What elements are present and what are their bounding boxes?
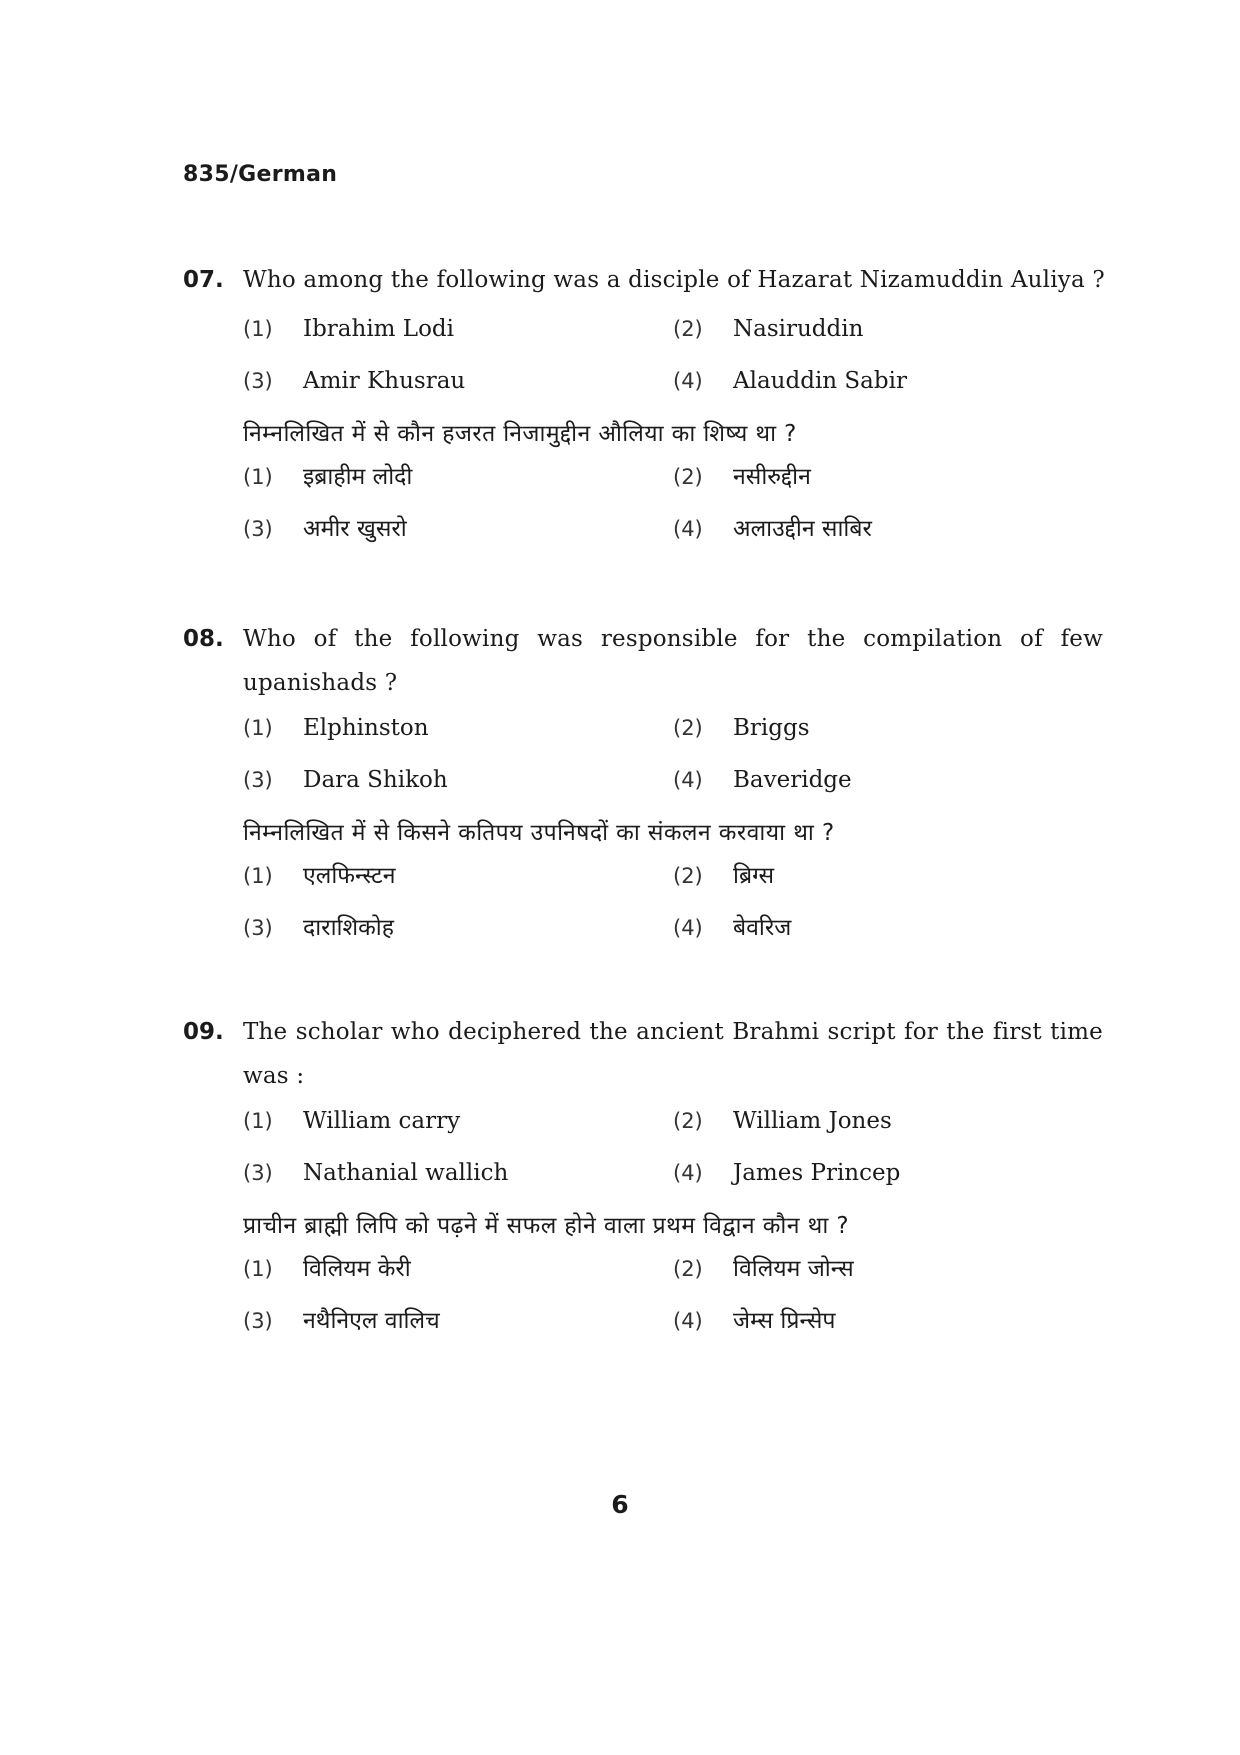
option-number: (4)	[673, 1161, 703, 1185]
option-text: ब्रिग्स	[733, 863, 775, 889]
question-08	[183, 617, 1103, 951]
option-1-en[interactable]	[243, 306, 673, 352]
option-text: William carry	[303, 1108, 461, 1134]
option-number: (2)	[673, 465, 703, 489]
question-stem-en	[183, 1010, 1103, 1098]
options-en	[243, 705, 1103, 803]
options-hi	[243, 1246, 1103, 1344]
option-4-hi[interactable]	[673, 506, 1103, 552]
question-text-en: Who of the following was responsible for the compilation of few upanishads ?	[243, 626, 1103, 696]
option-1-en[interactable]	[243, 705, 673, 751]
option-1-hi[interactable]	[243, 1246, 673, 1292]
option-text: अमीर खुसरो	[303, 516, 407, 542]
option-2-en[interactable]	[673, 306, 1103, 352]
option-number: (4)	[673, 916, 703, 940]
option-text: अलाउद्दीन साबिर	[733, 516, 872, 542]
question-text-hi: निम्नलिखित में से किसने कतिपय उपनिषदों का संकलन करवाया था ?	[243, 820, 835, 846]
option-text: Elphinston	[303, 715, 429, 741]
option-number: (4)	[673, 768, 703, 792]
option-number: (3)	[243, 1309, 273, 1333]
option-number: (3)	[243, 768, 273, 792]
options-hi	[243, 454, 1103, 552]
question-number: 08.	[183, 626, 224, 652]
option-text: William Jones	[733, 1108, 892, 1134]
option-text: Nasiruddin	[733, 316, 864, 342]
question-text-hi: निम्नलिखित में से कौन हजरत निजामुद्दीन औलिया का शिष्य था ?	[243, 421, 797, 447]
option-1-hi[interactable]	[243, 454, 673, 500]
option-number: (2)	[673, 864, 703, 888]
question-text-hi: प्राचीन ब्राह्मी लिपि को पढ़ने में सफल होने वाला प्रथम विद्वान कौन था ?	[243, 1213, 849, 1239]
option-number: (1)	[243, 317, 273, 341]
options-hi	[243, 853, 1103, 951]
option-3-hi[interactable]	[243, 905, 673, 951]
option-2-en[interactable]	[673, 1098, 1103, 1144]
option-text: विलियम जोन्स	[733, 1256, 854, 1282]
question-number: 07.	[183, 267, 224, 293]
question-07	[183, 258, 1103, 552]
option-4-en[interactable]	[673, 757, 1103, 803]
question-stem-en	[183, 617, 1103, 705]
option-number: (4)	[673, 1309, 703, 1333]
option-text: बेवरिज	[733, 915, 792, 941]
option-2-hi[interactable]	[673, 454, 1103, 500]
option-text: इब्राहीम लोदी	[303, 464, 413, 490]
option-number: (2)	[673, 1257, 703, 1281]
option-text: एलफिन्स्टन	[303, 863, 396, 889]
option-number: (2)	[673, 716, 703, 740]
option-number: (1)	[243, 1257, 273, 1281]
option-text: नथैनिएल वालिच	[303, 1308, 440, 1334]
option-1-hi[interactable]	[243, 853, 673, 899]
option-number: (2)	[673, 317, 703, 341]
option-3-en[interactable]	[243, 358, 673, 404]
question-stem-en	[183, 258, 1103, 302]
option-text: Baveridge	[733, 767, 852, 793]
option-text: Nathanial wallich	[303, 1160, 509, 1186]
option-1-en[interactable]	[243, 1098, 673, 1144]
option-text: Briggs	[733, 715, 810, 741]
option-number: (4)	[673, 517, 703, 541]
option-4-en[interactable]	[673, 1150, 1103, 1196]
option-3-en[interactable]	[243, 1150, 673, 1196]
option-text: James Princep	[733, 1160, 901, 1186]
option-2-hi[interactable]	[673, 853, 1103, 899]
option-number: (1)	[243, 465, 273, 489]
option-text: जेम्स प्रिन्सेप	[733, 1308, 836, 1334]
option-4-hi[interactable]	[673, 1298, 1103, 1344]
option-4-en[interactable]	[673, 358, 1103, 404]
option-number: (1)	[243, 716, 273, 740]
option-number: (3)	[243, 369, 273, 393]
option-text: Amir Khusrau	[303, 368, 466, 394]
option-number: (1)	[243, 1109, 273, 1133]
page-number: 6	[611, 1490, 629, 1519]
question-text-en: Who among the following was a disciple of Hazarat Nizamuddin Auliya ?	[243, 267, 1105, 293]
option-text: Ibrahim Lodi	[303, 316, 455, 342]
option-3-hi[interactable]	[243, 506, 673, 552]
option-2-hi[interactable]	[673, 1246, 1103, 1292]
option-number: (2)	[673, 1109, 703, 1133]
paper-code: 835/German	[183, 162, 338, 187]
question-09	[183, 1010, 1103, 1344]
option-number: (1)	[243, 864, 273, 888]
option-number: (3)	[243, 916, 273, 940]
options-en	[243, 306, 1103, 404]
option-number: (4)	[673, 369, 703, 393]
option-number: (3)	[243, 1161, 273, 1185]
option-text: नसीरुद्दीन	[733, 464, 811, 490]
option-text: Alauddin Sabir	[733, 368, 907, 394]
option-4-hi[interactable]	[673, 905, 1103, 951]
option-2-en[interactable]	[673, 705, 1103, 751]
option-text: दाराशिकोह	[303, 915, 394, 941]
question-text-en: The scholar who deciphered the ancient Brahmi script for the first time was :	[243, 1019, 1103, 1089]
option-number: (3)	[243, 517, 273, 541]
options-en	[243, 1098, 1103, 1196]
option-3-hi[interactable]	[243, 1298, 673, 1344]
option-text: विलियम केरी	[303, 1256, 411, 1282]
option-text: Dara Shikoh	[303, 767, 448, 793]
option-3-en[interactable]	[243, 757, 673, 803]
question-number: 09.	[183, 1019, 224, 1045]
